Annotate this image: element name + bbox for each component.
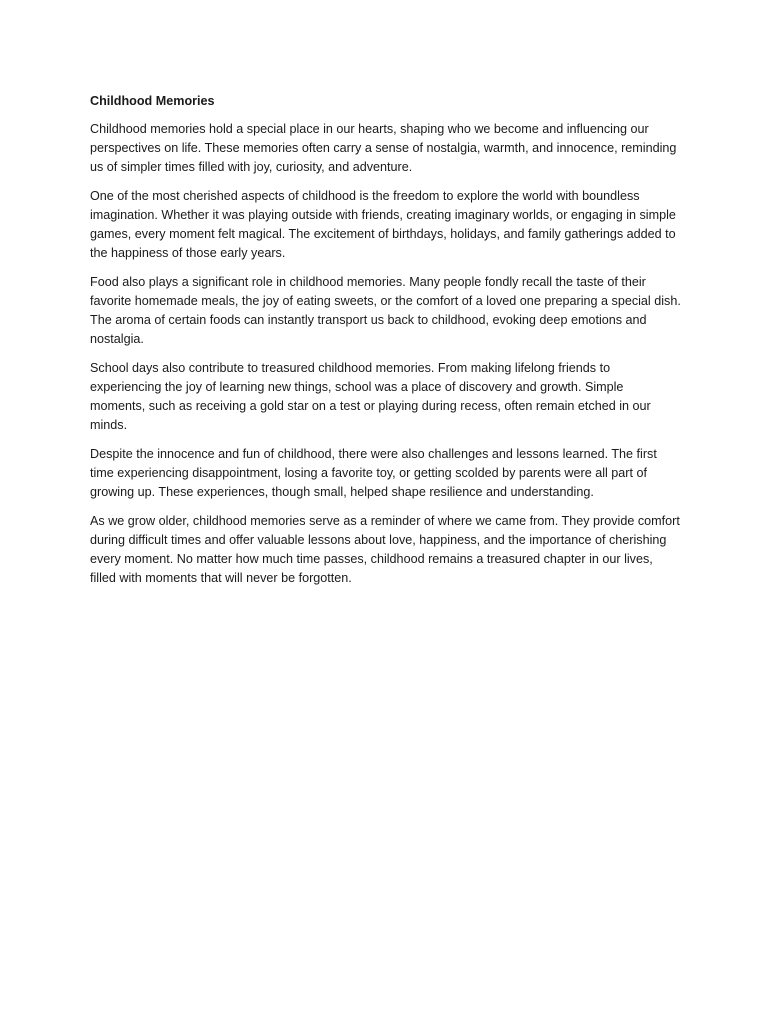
paragraph-conclusion: As we grow older, childhood memories serve as a reminder of where we came from. They provide comfort during difficult times and offer valuable lessons about love, happiness, and the importance of cherishing every moment. No matter how much time passes, childhood remains a treasured chapter in our lives, filled with moments that will never be forgotten. [90,514,680,585]
document-body [90,92,682,598]
paragraph-food: Food also plays a significant role in childhood memories. Many people fondly recall the taste of their favorite homemade meals, the joy of eating sweets, or the comfort of a loved one preparing a special dish. The aroma of certain foods can instantly transport us back to childhood, evoking deep emotions and nostalgia. [90,275,681,346]
paragraph-school: School days also contribute to treasured childhood memories. From making lifelong friends to experiencing the joy of learning new things, school was a place of discovery and growth. Simple moments, such as receiving a gold star on a test or playing during recess, often remain etched in our minds. [90,361,651,432]
paragraph-imagination: One of the most cherished aspects of childhood is the freedom to explore the world with boundless imagination. Whether it was playing outside with friends, creating imaginary worlds, or engaging in simple games, every moment felt magical. The excitement of birthdays, holidays, and family gatherings added to the happiness of those early years. [90,189,676,260]
paragraph-intro: Childhood memories hold a special place in our hearts, shaping who we become and influencing our perspectives on life. These memories often carry a sense of nostalgia, warmth, and innocence, reminding us of simpler times filled with joy, curiosity, and adventure. [90,122,677,174]
paragraph-challenges: Despite the innocence and fun of childhood, there were also challenges and lessons learned. The first time experiencing disappointment, losing a favorite toy, or getting scolded by parents were all part of growing up. These experiences, though small, helped shape resilience and understanding. [90,447,657,499]
document-title: Childhood Memories [90,94,215,108]
